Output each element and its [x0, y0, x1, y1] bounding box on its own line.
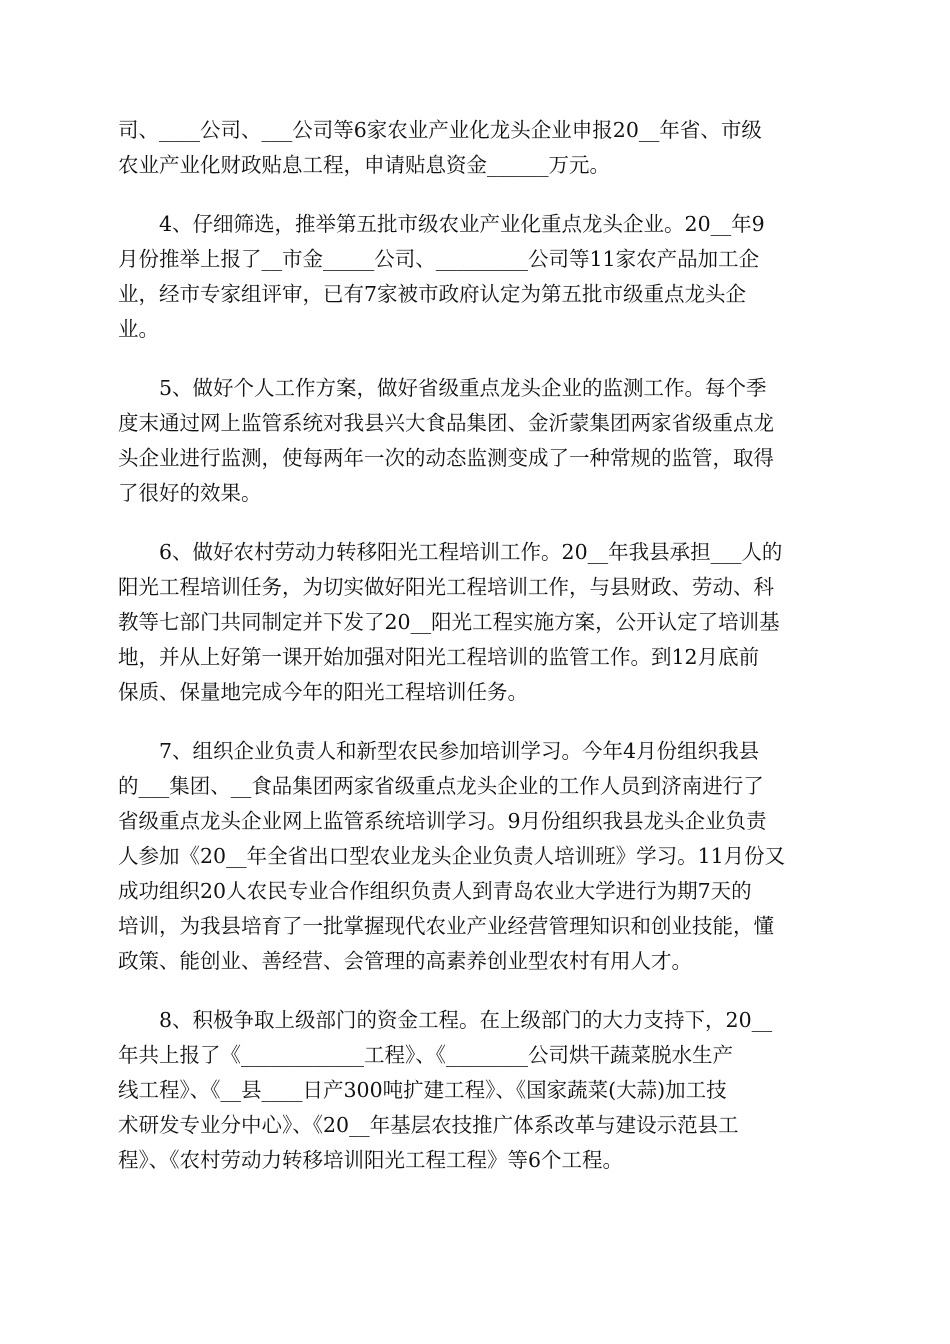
paragraph-continued: [118, 113, 834, 183]
text-line: 阳光工程培训任务，为切实做好阳光工程培训工作，与县财政、劳动、科: [118, 575, 774, 599]
text-line: 年共上报了《____________工程》、《________公司烘干蔬菜脱水生产: [118, 1043, 733, 1067]
text-line: 术研发专业分中心》、《20__年基层农技推广体系改革与建设示范县工: [118, 1113, 739, 1137]
text-line: 4、仔细筛选，推举第五批市级农业产业化重点龙头企业。20__年9: [159, 212, 765, 236]
text-line: 政策、能创业、善经营、会管理的高素养创业型农村有用人才。: [118, 949, 692, 973]
text-line: 了很好的效果。: [118, 481, 262, 505]
paragraph-item-7: [118, 734, 834, 979]
text-line: 地，并从上好第一课开始加强对阳光工程培训的监管工作。到12月底前: [118, 645, 760, 669]
text-line: 培训，为我县培育了一批掌握现代农业产业经营管理知识和创业技能，懂: [118, 914, 774, 938]
paragraph-item-4: [118, 207, 834, 347]
text-line: 程》、《农村劳动力转移培训阳光工程工程》等6个工程。: [118, 1148, 624, 1172]
text-line: 月份推举上报了__市金_____公司、_________公司等11家农产品加工企: [118, 247, 760, 271]
text-line: 头企业进行监测，使每两年一次的动态监测变成了一种常规的监管，取得: [118, 446, 774, 470]
paragraph-item-5: [118, 371, 834, 511]
text-line: 省级重点龙头企业网上监管系统培训学习。9月份组织我县龙头企业负责: [118, 809, 767, 833]
text-line: 5、做好个人工作方案，做好省级重点龙头企业的监测工作。每个季: [159, 376, 767, 400]
text-line: 教等七部门共同制定并下发了20__阳光工程实施方案，公开认定了培训基: [118, 610, 780, 634]
text-line: 成功组织20人农民专业合作组织负责人到青岛农业大学进行为期7天的: [118, 879, 752, 903]
text-line: 业，经市专家组评审，已有7家被市政府认定为第五批市级重点龙头企: [118, 282, 747, 306]
text-line: 司、____公司、___公司等6家农业产业化龙头企业申报20__年省、市级: [118, 118, 762, 142]
text-line: 8、积极争取上级部门的资金工程。在上级部门的大力支持下，20__: [159, 1008, 773, 1032]
paragraph-item-8: [118, 1003, 834, 1178]
text-line: 人参加《20__年全省出口型农业龙头企业负责人培训班》学习。11月份又: [118, 844, 786, 868]
text-line: 线工程》、《__县____日产300吨扩建工程》、《国家蔬菜(大蒜)加工技: [118, 1078, 727, 1102]
text-line: 业。: [118, 317, 159, 341]
document-body: [118, 113, 834, 1202]
text-line: 的___集团、__食品集团两家省级重点龙头企业的工作人员到济南进行了: [118, 774, 764, 798]
text-line: 7、组织企业负责人和新型农民参加培训学习。今年4月份组织我县: [159, 739, 760, 763]
paragraph-item-6: [118, 535, 834, 710]
text-line: 农业产业化财政贴息工程，申请贴息资金______万元。: [118, 153, 610, 177]
text-line: 6、做好农村劳动力转移阳光工程培训工作。20__年我县承担___人的: [159, 540, 783, 564]
text-line: 度末通过网上监管系统对我县兴大食品集团、金沂蒙集团两家省级重点龙: [118, 411, 774, 435]
text-line: 保质、保量地完成今年的阳光工程培训任务。: [118, 680, 528, 704]
